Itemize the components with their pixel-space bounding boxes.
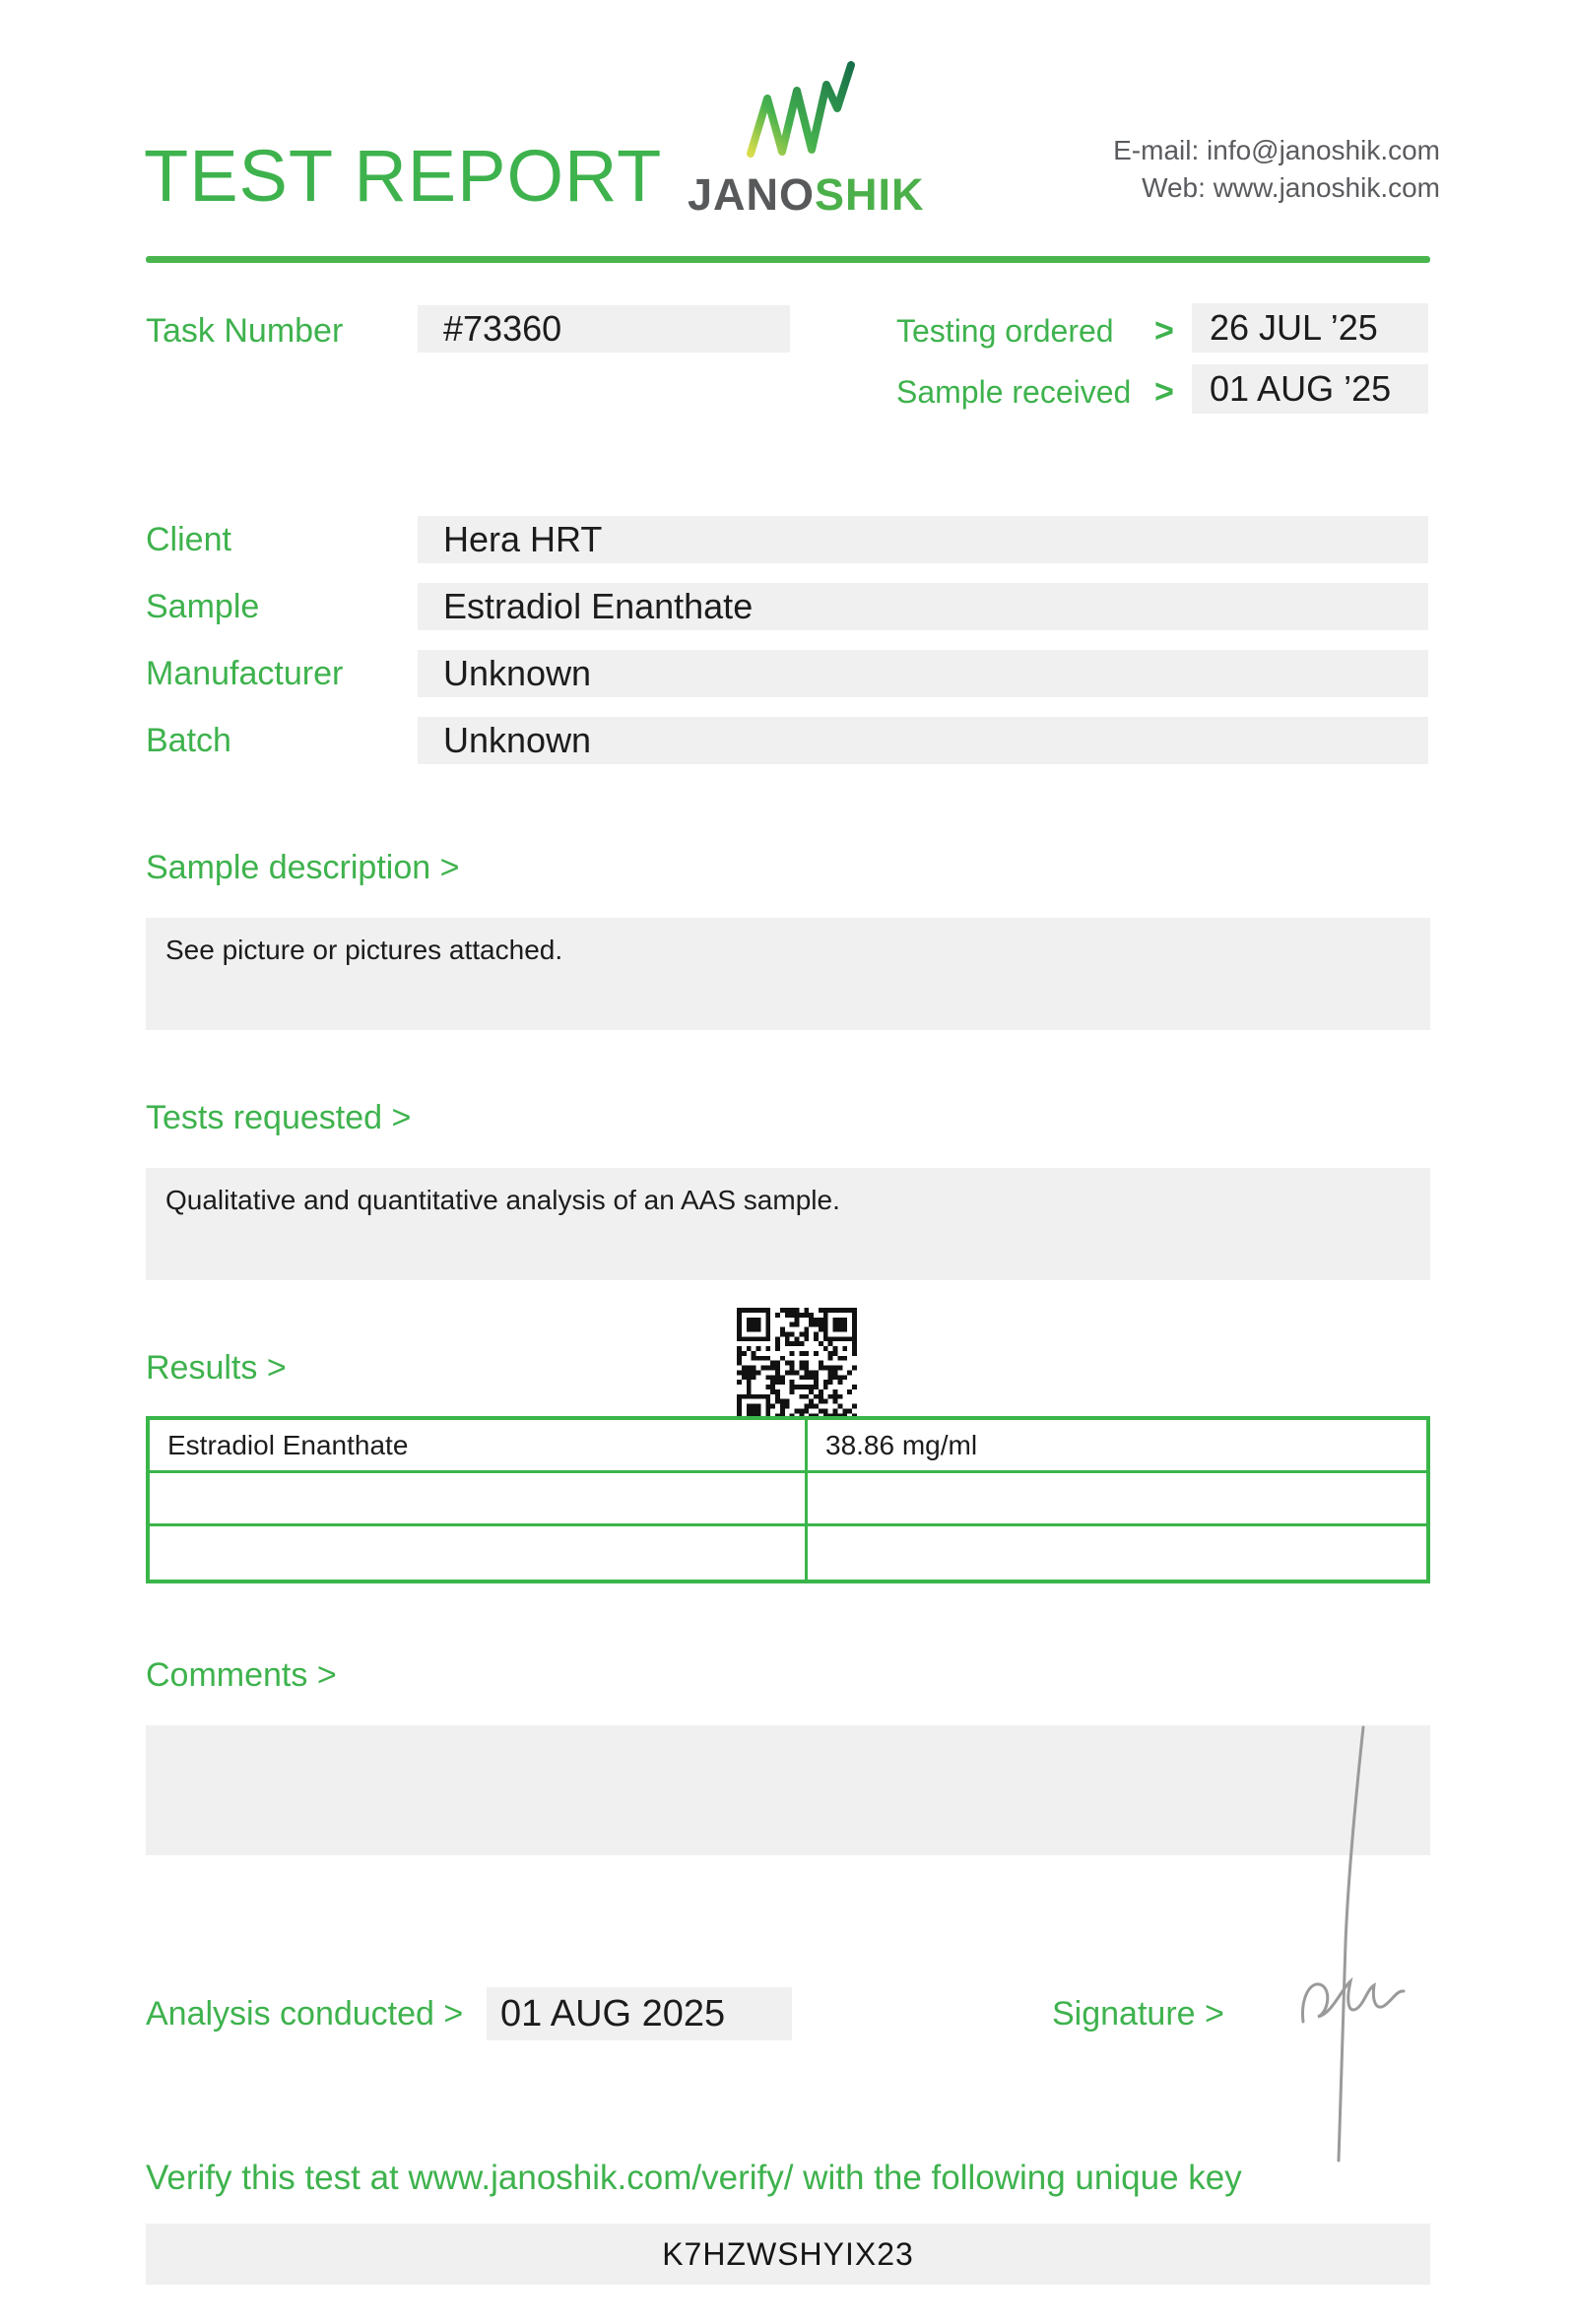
signature-label: Signature > (1052, 1995, 1224, 2033)
results-heading: Results > (146, 1349, 287, 1387)
client-value: Hera HRT (418, 516, 1428, 563)
results-table (146, 1416, 1430, 1583)
testing-ordered-value: 26 JUL ’25 (1192, 303, 1428, 353)
task-number-label: Task Number (146, 312, 344, 350)
tests-requested-box: Qualitative and quantitative analysis of an AAS sample. (146, 1168, 1430, 1280)
logo-text-primary: JANO (688, 169, 816, 220)
testing-ordered-arrow: > (1154, 312, 1174, 350)
sample-received-label: Sample received (896, 374, 1132, 410)
comments-box (146, 1725, 1430, 1855)
sample-value: Estradiol Enanthate (418, 583, 1428, 630)
manufacturer-label: Manufacturer (146, 655, 344, 692)
testing-ordered-label: Testing ordered (896, 313, 1114, 349)
result-substance: Estradiol Enanthate (150, 1420, 808, 1473)
tests-requested-heading: Tests requested > (146, 1099, 412, 1136)
sample-received-value: 01 AUG ’25 (1192, 364, 1428, 414)
header-divider (146, 256, 1430, 263)
contact-email: E-mail: info@janoshik.com (1113, 135, 1440, 165)
client-label: Client (146, 521, 231, 558)
result-row2-col2 (808, 1473, 1426, 1526)
signature-image (1249, 1721, 1411, 2166)
page-title: TEST REPORT (144, 135, 663, 217)
logo-wordmark (688, 169, 925, 221)
logo-text-secondary: SHIK (815, 169, 925, 220)
sample-label: Sample (146, 588, 260, 625)
sample-description-box: See picture or pictures attached. (146, 918, 1430, 1030)
sample-received-arrow: > (1154, 373, 1174, 411)
batch-label: Batch (146, 722, 231, 759)
task-number-value: #73360 (418, 305, 790, 353)
result-row3-col2 (808, 1526, 1426, 1580)
result-concentration: 38.86 mg/ml (808, 1420, 1426, 1473)
analysis-conducted-label: Analysis conducted > (146, 1995, 464, 2033)
contact-block (1113, 132, 1440, 207)
contact-web: Web: www.janoshik.com (1142, 172, 1440, 203)
manufacturer-value: Unknown (418, 650, 1428, 697)
comments-heading: Comments > (146, 1656, 337, 1694)
verify-key: K7HZWSHYIX23 (146, 2224, 1430, 2285)
result-row3-col1 (150, 1526, 808, 1580)
result-row2-col1 (150, 1473, 808, 1526)
batch-value: Unknown (418, 717, 1428, 764)
sample-description-heading: Sample description > (146, 849, 460, 886)
qr-code (737, 1308, 857, 1428)
chart-peaks-icon (741, 57, 861, 160)
verify-text: Verify this test at www.janoshik.com/verify/ with the following unique key (146, 2159, 1242, 2197)
analysis-date-value: 01 AUG 2025 (487, 1987, 792, 2040)
